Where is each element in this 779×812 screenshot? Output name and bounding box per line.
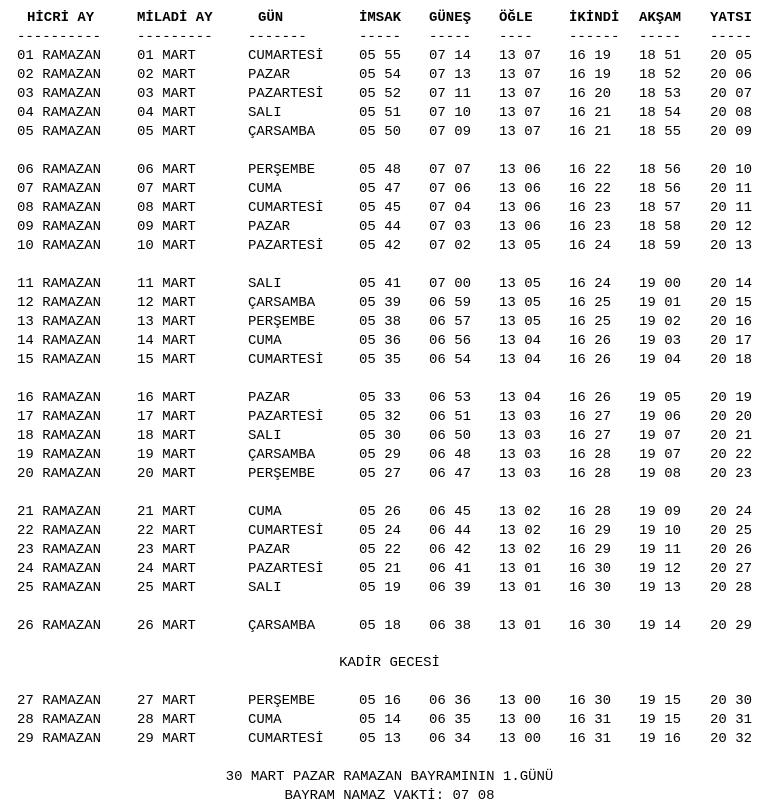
cell-aksam: 19 13 [639,580,682,596]
cell-ikindi: 16 24 [569,238,612,254]
cell-gun: PAZAR [248,67,291,83]
cell-gunes: 06 44 [429,523,472,539]
cell-miladi-ay: 25 MART [137,580,196,596]
cell-aksam: 18 52 [639,67,682,83]
cell-gunes: 06 51 [429,409,472,425]
cell-yatsi: 20 08 [710,105,753,121]
cell-ikindi: 16 30 [569,580,612,596]
cell-yatsi: 20 16 [710,314,753,330]
cell-hicri-ay: 25 RAMAZAN [17,580,102,596]
cell-yatsi: 20 11 [710,181,753,197]
cell-ogle: 13 07 [499,86,542,102]
dash-imsak: ----- [359,29,402,45]
cell-yatsi: 20 09 [710,124,753,140]
cell-gunes: 06 41 [429,561,472,577]
cell-imsak: 05 27 [359,466,402,482]
cell-imsak: 05 38 [359,314,402,330]
cell-ikindi: 16 28 [569,466,612,482]
cell-gunes: 07 04 [429,200,472,216]
cell-ogle: 13 06 [499,219,542,235]
cell-ikindi: 16 21 [569,105,612,121]
cell-yatsi: 20 14 [710,276,753,292]
cell-gun: ÇARSAMBA [248,124,316,140]
cell-imsak: 05 29 [359,447,402,463]
cell-aksam: 18 55 [639,124,682,140]
cell-gunes: 06 34 [429,731,472,747]
dash-ikindi: ------ [569,29,620,45]
cell-ogle: 13 05 [499,276,542,292]
cell-miladi-ay: 19 MART [137,447,196,463]
cell-gunes: 07 07 [429,162,472,178]
header-miladi-ay: MİLADİ AY [137,10,213,26]
cell-ogle: 13 04 [499,390,542,406]
header-gunes: GÜNEŞ [429,10,472,26]
cell-gun: CUMA [248,181,282,197]
cell-gun: PERŞEMBE [248,466,316,482]
cell-ogle: 13 06 [499,181,542,197]
cell-ikindi: 16 26 [569,390,612,406]
cell-ikindi: 16 25 [569,314,612,330]
cell-hicri-ay: 22 RAMAZAN [17,523,102,539]
kadir-gecesi-label: KADİR GECESİ [339,655,440,671]
cell-ogle: 13 05 [499,314,542,330]
cell-imsak: 05 14 [359,712,402,728]
cell-imsak: 05 32 [359,409,402,425]
cell-miladi-ay: 11 MART [137,276,196,292]
cell-ikindi: 16 27 [569,428,612,444]
cell-miladi-ay: 26 MART [137,618,196,634]
cell-aksam: 18 56 [639,181,682,197]
cell-hicri-ay: 07 RAMAZAN [17,181,102,197]
cell-yatsi: 20 11 [710,200,753,216]
cell-imsak: 05 44 [359,219,402,235]
cell-gunes: 07 03 [429,219,472,235]
cell-aksam: 19 16 [639,731,682,747]
header-ikindi: İKİNDİ [569,10,620,26]
cell-yatsi: 20 06 [710,67,753,83]
cell-gunes: 07 09 [429,124,472,140]
cell-imsak: 05 13 [359,731,402,747]
cell-ogle: 13 07 [499,67,542,83]
cell-yatsi: 20 21 [710,428,753,444]
cell-miladi-ay: 22 MART [137,523,196,539]
cell-yatsi: 20 19 [710,390,753,406]
cell-ogle: 13 03 [499,409,542,425]
bayram-prayer-time: BAYRAM NAMAZ VAKTİ: 07 08 [284,788,495,804]
cell-aksam: 19 07 [639,428,682,444]
cell-ikindi: 16 31 [569,731,612,747]
dash-gunes: ----- [429,29,472,45]
cell-yatsi: 20 25 [710,523,753,539]
cell-gunes: 06 56 [429,333,472,349]
cell-imsak: 05 35 [359,352,402,368]
cell-yatsi: 20 13 [710,238,753,254]
cell-yatsi: 20 07 [710,86,753,102]
cell-miladi-ay: 16 MART [137,390,196,406]
cell-hicri-ay: 03 RAMAZAN [17,86,102,102]
cell-hicri-ay: 16 RAMAZAN [17,390,102,406]
cell-ogle: 13 06 [499,200,542,216]
cell-imsak: 05 19 [359,580,402,596]
cell-ogle: 13 07 [499,48,542,64]
cell-ikindi: 16 26 [569,352,612,368]
cell-hicri-ay: 11 RAMAZAN [17,276,102,292]
cell-ikindi: 16 31 [569,712,612,728]
cell-gun: PERŞEMBE [248,162,316,178]
cell-ikindi: 16 24 [569,276,612,292]
cell-yatsi: 20 17 [710,333,753,349]
cell-ikindi: 16 23 [569,219,612,235]
cell-imsak: 05 26 [359,504,402,520]
cell-yatsi: 20 15 [710,295,753,311]
cell-imsak: 05 55 [359,48,402,64]
header-yatsi: YATSI [710,10,753,26]
cell-gun: PERŞEMBE [248,693,316,709]
dash-aksam: ----- [639,29,682,45]
cell-aksam: 19 04 [639,352,682,368]
cell-yatsi: 20 22 [710,447,753,463]
cell-miladi-ay: 15 MART [137,352,196,368]
cell-gun: CUMARTESİ [248,352,324,368]
cell-hicri-ay: 21 RAMAZAN [17,504,102,520]
cell-gun: SALI [248,276,282,292]
cell-gun: ÇARSAMBA [248,618,316,634]
cell-aksam: 19 15 [639,712,682,728]
cell-imsak: 05 36 [359,333,402,349]
cell-ogle: 13 07 [499,124,542,140]
cell-aksam: 18 51 [639,48,682,64]
cell-ikindi: 16 21 [569,124,612,140]
cell-ikindi: 16 30 [569,561,612,577]
dash-yatsi: ----- [710,29,753,45]
cell-aksam: 19 06 [639,409,682,425]
cell-imsak: 05 33 [359,390,402,406]
cell-imsak: 05 41 [359,276,402,292]
cell-yatsi: 20 18 [710,352,753,368]
cell-aksam: 18 59 [639,238,682,254]
cell-gun: PAZAR [248,219,291,235]
cell-hicri-ay: 14 RAMAZAN [17,333,102,349]
cell-ikindi: 16 20 [569,86,612,102]
cell-imsak: 05 22 [359,542,402,558]
cell-ogle: 13 03 [499,428,542,444]
dash-ogle: ---- [499,29,533,45]
cell-ikindi: 16 22 [569,162,612,178]
cell-aksam: 19 12 [639,561,682,577]
cell-gunes: 06 38 [429,618,472,634]
cell-miladi-ay: 13 MART [137,314,196,330]
cell-imsak: 05 50 [359,124,402,140]
cell-gun: CUMA [248,712,282,728]
cell-hicri-ay: 09 RAMAZAN [17,219,102,235]
cell-gunes: 06 42 [429,542,472,558]
cell-miladi-ay: 03 MART [137,86,196,102]
cell-gun: PAZARTESİ [248,561,324,577]
cell-miladi-ay: 12 MART [137,295,196,311]
cell-hicri-ay: 08 RAMAZAN [17,200,102,216]
cell-hicri-ay: 05 RAMAZAN [17,124,102,140]
header-aksam: AKŞAM [639,10,682,26]
cell-miladi-ay: 01 MART [137,48,196,64]
cell-hicri-ay: 19 RAMAZAN [17,447,102,463]
cell-hicri-ay: 18 RAMAZAN [17,428,102,444]
dash-miladi-ay: --------- [137,29,213,45]
cell-ogle: 13 02 [499,523,542,539]
cell-aksam: 19 03 [639,333,682,349]
cell-gunes: 07 11 [429,86,472,102]
cell-yatsi: 20 28 [710,580,753,596]
cell-aksam: 18 57 [639,200,682,216]
cell-ogle: 13 01 [499,561,542,577]
dash-gun: ------- [248,29,307,45]
cell-imsak: 05 51 [359,105,402,121]
cell-hicri-ay: 15 RAMAZAN [17,352,102,368]
cell-ikindi: 16 25 [569,295,612,311]
cell-gun: PERŞEMBE [248,314,316,330]
cell-gun: CUMA [248,504,282,520]
cell-ogle: 13 05 [499,238,542,254]
cell-miladi-ay: 27 MART [137,693,196,709]
cell-gunes: 06 35 [429,712,472,728]
cell-miladi-ay: 18 MART [137,428,196,444]
cell-hicri-ay: 29 RAMAZAN [17,731,102,747]
cell-hicri-ay: 23 RAMAZAN [17,542,102,558]
cell-gun: CUMARTESİ [248,48,324,64]
cell-ogle: 13 04 [499,333,542,349]
cell-ikindi: 16 19 [569,67,612,83]
cell-yatsi: 20 26 [710,542,753,558]
cell-gunes: 06 48 [429,447,472,463]
cell-gunes: 07 00 [429,276,472,292]
cell-imsak: 05 30 [359,428,402,444]
header-imsak: İMSAK [359,10,402,26]
cell-aksam: 19 15 [639,693,682,709]
cell-aksam: 19 11 [639,542,682,558]
cell-hicri-ay: 26 RAMAZAN [17,618,102,634]
cell-ogle: 13 02 [499,504,542,520]
cell-imsak: 05 39 [359,295,402,311]
header-hicri-ay: HİCRİ AY [27,10,95,26]
cell-gun: PAZAR [248,542,291,558]
cell-hicri-ay: 20 RAMAZAN [17,466,102,482]
cell-imsak: 05 21 [359,561,402,577]
cell-gunes: 06 59 [429,295,472,311]
cell-hicri-ay: 27 RAMAZAN [17,693,102,709]
cell-miladi-ay: 21 MART [137,504,196,520]
cell-ogle: 13 02 [499,542,542,558]
cell-ikindi: 16 26 [569,333,612,349]
cell-hicri-ay: 12 RAMAZAN [17,295,102,311]
cell-ogle: 13 06 [499,162,542,178]
cell-miladi-ay: 28 MART [137,712,196,728]
header-ogle: ÖĞLE [499,10,533,26]
cell-ikindi: 16 29 [569,542,612,558]
cell-miladi-ay: 08 MART [137,200,196,216]
cell-ogle: 13 05 [499,295,542,311]
cell-aksam: 19 01 [639,295,682,311]
cell-gun: SALI [248,105,282,121]
cell-gun: SALI [248,428,282,444]
cell-miladi-ay: 23 MART [137,542,196,558]
cell-yatsi: 20 24 [710,504,753,520]
cell-gunes: 06 50 [429,428,472,444]
cell-aksam: 19 10 [639,523,682,539]
cell-yatsi: 20 23 [710,466,753,482]
dash-hicri-ay: ---------- [17,29,102,45]
cell-ikindi: 16 30 [569,693,612,709]
cell-gunes: 07 14 [429,48,472,64]
cell-aksam: 19 14 [639,618,682,634]
cell-gunes: 06 57 [429,314,472,330]
cell-hicri-ay: 01 RAMAZAN [17,48,102,64]
cell-ogle: 13 01 [499,618,542,634]
cell-aksam: 19 08 [639,466,682,482]
cell-miladi-ay: 02 MART [137,67,196,83]
cell-gun: CUMARTESİ [248,523,324,539]
cell-imsak: 05 48 [359,162,402,178]
cell-ikindi: 16 28 [569,447,612,463]
cell-aksam: 18 53 [639,86,682,102]
cell-imsak: 05 24 [359,523,402,539]
cell-yatsi: 20 32 [710,731,753,747]
cell-yatsi: 20 12 [710,219,753,235]
cell-aksam: 19 00 [639,276,682,292]
cell-miladi-ay: 04 MART [137,105,196,121]
cell-yatsi: 20 29 [710,618,753,634]
cell-imsak: 05 47 [359,181,402,197]
cell-imsak: 05 52 [359,86,402,102]
cell-ogle: 13 03 [499,447,542,463]
cell-ikindi: 16 30 [569,618,612,634]
cell-gunes: 07 10 [429,105,472,121]
cell-ogle: 13 03 [499,466,542,482]
cell-miladi-ay: 14 MART [137,333,196,349]
cell-imsak: 05 16 [359,693,402,709]
cell-gunes: 06 54 [429,352,472,368]
cell-gun: SALI [248,580,282,596]
cell-ikindi: 16 28 [569,504,612,520]
cell-aksam: 18 54 [639,105,682,121]
cell-yatsi: 20 10 [710,162,753,178]
cell-miladi-ay: 17 MART [137,409,196,425]
cell-aksam: 19 07 [639,447,682,463]
cell-gun: ÇARSAMBA [248,295,316,311]
cell-hicri-ay: 04 RAMAZAN [17,105,102,121]
cell-gun: PAZARTESİ [248,409,324,425]
cell-ikindi: 16 27 [569,409,612,425]
cell-miladi-ay: 05 MART [137,124,196,140]
cell-aksam: 19 02 [639,314,682,330]
cell-gunes: 06 39 [429,580,472,596]
cell-gunes: 07 13 [429,67,472,83]
cell-miladi-ay: 07 MART [137,181,196,197]
cell-imsak: 05 45 [359,200,402,216]
cell-gunes: 06 36 [429,693,472,709]
cell-miladi-ay: 29 MART [137,731,196,747]
cell-imsak: 05 18 [359,618,402,634]
cell-ikindi: 16 29 [569,523,612,539]
cell-hicri-ay: 17 RAMAZAN [17,409,102,425]
cell-hicri-ay: 24 RAMAZAN [17,561,102,577]
cell-aksam: 18 58 [639,219,682,235]
cell-gunes: 07 02 [429,238,472,254]
cell-ogle: 13 01 [499,580,542,596]
bayram-note: 30 MART PAZAR RAMAZAN BAYRAMININ 1.GÜNÜ [225,769,554,785]
cell-ogle: 13 00 [499,712,542,728]
cell-gunes: 06 53 [429,390,472,406]
cell-ogle: 13 07 [499,105,542,121]
cell-yatsi: 20 20 [710,409,753,425]
cell-gun: PAZARTESİ [248,86,324,102]
cell-imsak: 05 42 [359,238,402,254]
cell-gunes: 06 47 [429,466,472,482]
cell-hicri-ay: 06 RAMAZAN [17,162,102,178]
cell-yatsi: 20 27 [710,561,753,577]
header-gun: GÜN [258,10,284,26]
cell-miladi-ay: 24 MART [137,561,196,577]
cell-gun: CUMARTESİ [248,200,324,216]
cell-gun: PAZARTESİ [248,238,324,254]
cell-aksam: 19 09 [639,504,682,520]
cell-gun: CUMA [248,333,282,349]
cell-ogle: 13 00 [499,731,542,747]
cell-ikindi: 16 19 [569,48,612,64]
cell-yatsi: 20 31 [710,712,753,728]
cell-hicri-ay: 13 RAMAZAN [17,314,102,330]
cell-gun: CUMARTESİ [248,731,324,747]
cell-aksam: 18 56 [639,162,682,178]
cell-ikindi: 16 23 [569,200,612,216]
cell-hicri-ay: 28 RAMAZAN [17,712,102,728]
cell-gunes: 06 45 [429,504,472,520]
cell-yatsi: 20 05 [710,48,753,64]
cell-miladi-ay: 20 MART [137,466,196,482]
cell-gun: ÇARSAMBA [248,447,316,463]
cell-hicri-ay: 10 RAMAZAN [17,238,102,254]
cell-gunes: 07 06 [429,181,472,197]
cell-miladi-ay: 06 MART [137,162,196,178]
cell-ogle: 13 04 [499,352,542,368]
cell-ikindi: 16 22 [569,181,612,197]
cell-aksam: 19 05 [639,390,682,406]
cell-miladi-ay: 09 MART [137,219,196,235]
cell-miladi-ay: 10 MART [137,238,196,254]
cell-imsak: 05 54 [359,67,402,83]
cell-gun: PAZAR [248,390,291,406]
cell-ogle: 13 00 [499,693,542,709]
cell-yatsi: 20 30 [710,693,753,709]
cell-hicri-ay: 02 RAMAZAN [17,67,102,83]
